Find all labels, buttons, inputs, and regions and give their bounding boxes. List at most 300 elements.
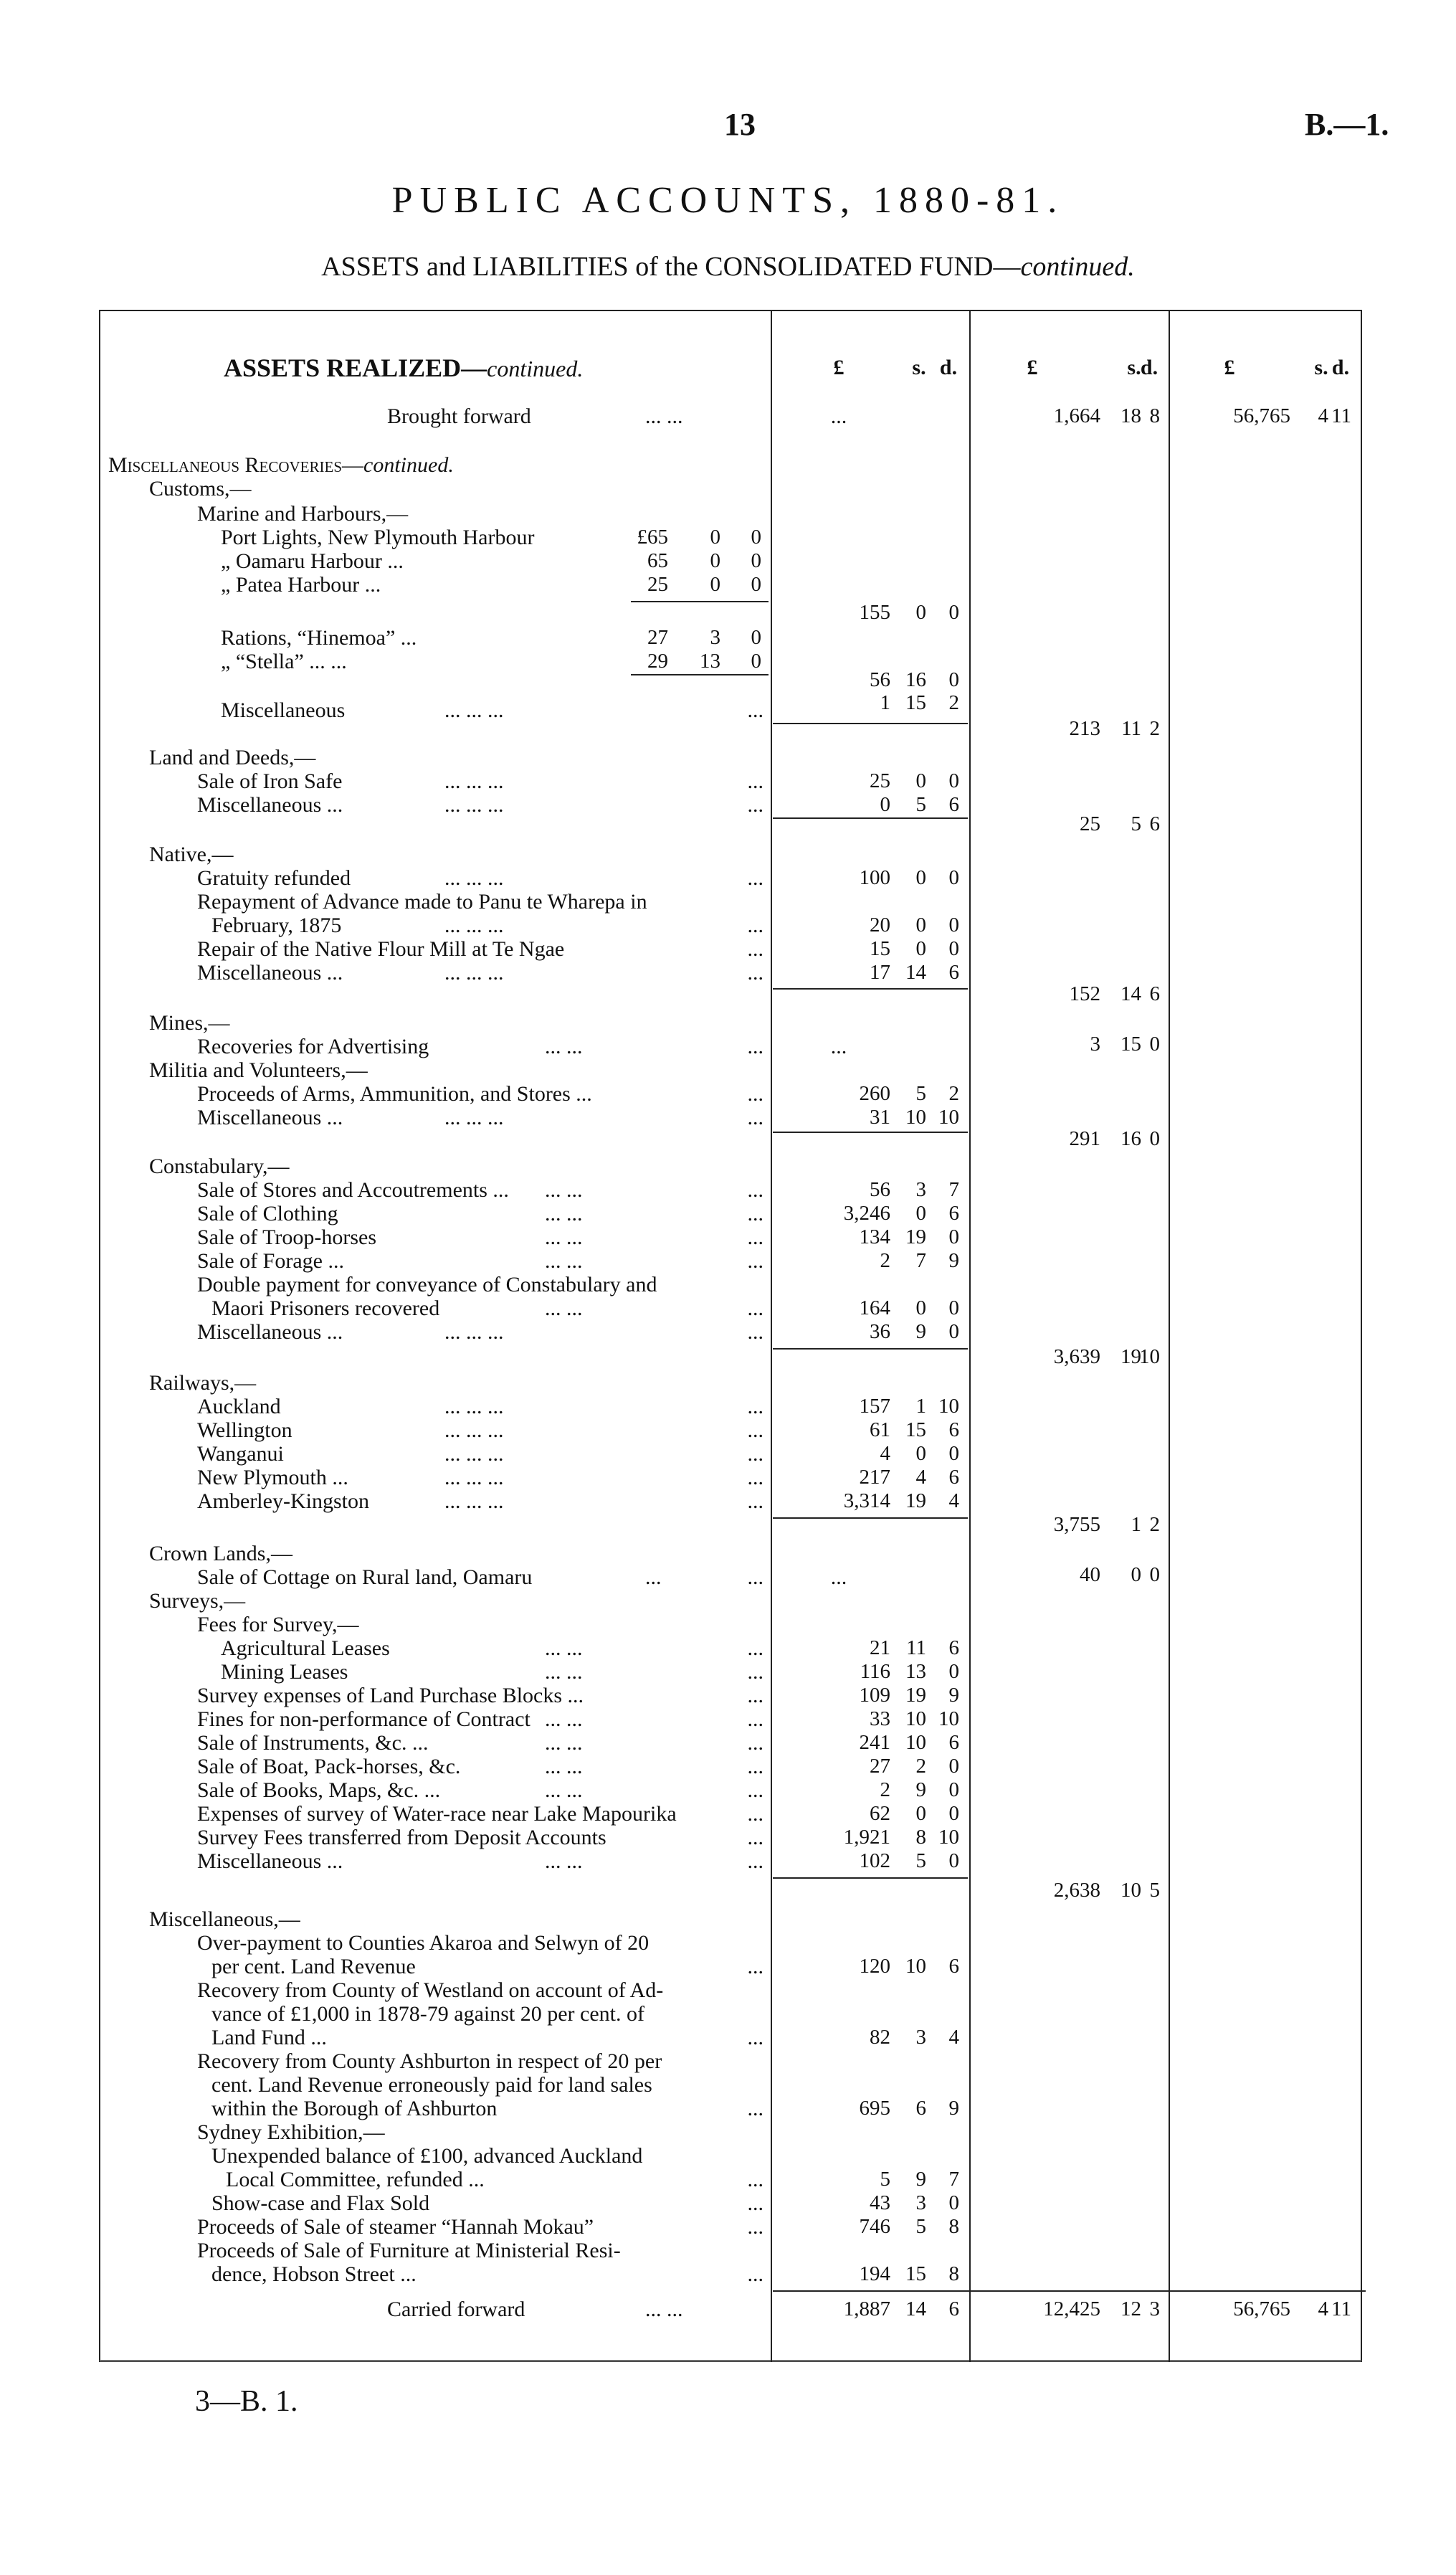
survey-item: Agricultural Leases <box>221 1636 390 1660</box>
railway-amt-pence: 6 <box>948 1466 959 1489</box>
native-amt-pounds: 17 <box>870 961 890 984</box>
militia-total-pounds: 291 <box>1069 1127 1100 1150</box>
total-rule <box>773 1132 968 1133</box>
native-amt-shillings: 0 <box>915 937 926 960</box>
misc-amt-pence: 7 <box>948 2168 959 2191</box>
misc-item-line: Proceeds of Sale of Furniture at Ministerial Resi- <box>197 2239 621 2262</box>
leader-dots: ... <box>747 1395 763 1418</box>
survey-item: Sale of Instruments, &c. ... <box>197 1731 429 1755</box>
survey-amt-pence: 0 <box>948 1778 959 1801</box>
misc-amt-pence: 9 <box>948 2097 959 2120</box>
rations-pounds: 27 <box>647 626 668 649</box>
survey-amt-pence: 0 <box>948 1849 959 1872</box>
total-rule <box>773 723 968 724</box>
leader-dots: ... ... ... <box>444 1320 504 1344</box>
sydney-label: Sydney Exhibition,— <box>197 2120 385 2144</box>
brought-forward-c2-pounds: 1,664 <box>1053 404 1100 427</box>
carried-forward-c1-shillings: 14 <box>905 2297 926 2320</box>
port-light-label: „ Oamaru Harbour ... <box>221 549 404 573</box>
leader-dots: ... <box>747 1202 763 1225</box>
carried-forward-c3-pounds: 56,765 <box>1233 2297 1290 2320</box>
misc-amt-pounds: 695 <box>859 2097 890 2120</box>
constabulary-amt-shillings: 0 <box>915 1296 926 1319</box>
crown-lands-item: Sale of Cottage on Rural land, Oamaru <box>197 1565 533 1589</box>
brought-forward-c2-shillings: 18 <box>1120 404 1141 427</box>
railway-amt-pounds: 157 <box>859 1395 890 1418</box>
misc-item-line: cent. Land Revenue erroneously paid for land sales <box>211 2073 652 2097</box>
brought-forward-c3-pence: 11 <box>1331 404 1351 427</box>
port-light-shillings: 0 <box>710 573 720 596</box>
leader-dots: ... <box>747 1106 763 1129</box>
misc-item-line: Over-payment to Counties Akaroa and Selwyn of 20 <box>197 1931 650 1955</box>
railway-amt-pounds: 4 <box>880 1442 890 1465</box>
survey-amt-pence: 6 <box>948 1636 959 1659</box>
survey-amt-pounds: 27 <box>870 1755 890 1778</box>
leader-dots: ... ... <box>545 1296 583 1320</box>
militia-total-pence: 0 <box>1149 1127 1160 1150</box>
leader-dots: ... ... <box>545 1225 583 1249</box>
railway-amt-pence: 10 <box>938 1395 959 1418</box>
rations-label: „ “Stella” ... ... <box>221 650 347 673</box>
survey-amt-pounds: 109 <box>859 1684 890 1707</box>
rations-shillings: 13 <box>700 650 720 673</box>
misc-item-line: Show-case and Flax Sold <box>211 2191 430 2215</box>
port-light-shillings: 0 <box>710 549 720 572</box>
leader-dots: ... ... ... <box>444 1466 504 1489</box>
column-divider <box>1169 310 1170 2362</box>
misc-amt-pounds: 82 <box>870 2026 890 2049</box>
survey-item: Mining Leases <box>221 1660 348 1684</box>
page-subtitle <box>0 251 1456 283</box>
customs-misc-pence: 2 <box>948 691 959 714</box>
constabulary-item: Miscellaneous ... <box>197 1320 343 1344</box>
leader-dots: ... ... <box>545 1035 583 1058</box>
port-light-pence: 0 <box>751 573 761 596</box>
port-light-pence: 0 <box>751 526 761 549</box>
land-deeds-amt-pounds: 25 <box>870 769 890 792</box>
railway-amt-pounds: 61 <box>870 1418 890 1441</box>
misc-amt-shillings: 3 <box>915 2191 926 2214</box>
survey-amt-pounds: 33 <box>870 1707 890 1730</box>
brought-forward-c3-pounds: 56,765 <box>1233 404 1290 427</box>
constabulary-total-pence: 10 <box>1139 1345 1160 1368</box>
constabulary-total-pounds: 3,639 <box>1053 1345 1100 1368</box>
leader-dots: ... ... ... <box>444 769 504 793</box>
leader-dots: ... ... ... <box>444 961 504 985</box>
railway-amt-pence: 0 <box>948 1442 959 1465</box>
railway-item: Auckland <box>197 1395 281 1418</box>
land-deeds-item: Sale of Iron Safe <box>197 769 343 793</box>
constabulary-amt-shillings: 19 <box>905 1225 926 1248</box>
rations-pence: 0 <box>751 626 761 649</box>
misc-item-line: Unexpended balance of £100, advanced Auckland <box>211 2144 643 2168</box>
survey-amt-shillings: 10 <box>905 1707 926 1730</box>
misc-amt-pounds: 43 <box>870 2191 890 2214</box>
misc-amt-pence: 8 <box>948 2262 959 2285</box>
militia-amt-pounds: 260 <box>859 1082 890 1105</box>
survey-amt-shillings: 13 <box>905 1660 926 1683</box>
carried-forward-c3-shillings: 4 <box>1318 2297 1328 2320</box>
land-deeds-amt-pence: 0 <box>948 769 959 792</box>
total-rule <box>773 2290 1366 2292</box>
leader-dots: ... <box>747 2097 763 2120</box>
port-total-pence: 0 <box>948 601 959 624</box>
leader-dots: ... <box>747 1178 763 1202</box>
leader-dots: ... <box>747 1826 763 1849</box>
constabulary-item: Double payment for conveyance of Constabulary and <box>197 1273 657 1296</box>
leader-dots: ... ... <box>545 1660 583 1684</box>
railway-item: New Plymouth ... <box>197 1466 348 1489</box>
leader-dots: ... <box>747 1489 763 1513</box>
subtotal-rule <box>631 601 769 602</box>
survey-amt-shillings: 9 <box>915 1778 926 1801</box>
subtotal-rule <box>631 674 769 675</box>
surveys-total-pence: 5 <box>1149 1879 1160 1902</box>
misc-item-line: Land Fund ... <box>211 2026 327 2049</box>
crown-lands-total-pounds: 40 <box>1080 1563 1100 1586</box>
leader-dots: ... <box>747 1418 763 1442</box>
survey-amt-shillings: 19 <box>905 1684 926 1707</box>
header-pound: £ <box>1027 356 1038 379</box>
survey-item: Survey Fees transferred from Deposit Accounts <box>197 1826 606 1849</box>
misc-amt-shillings: 15 <box>905 2262 926 2285</box>
survey-amt-shillings: 11 <box>906 1636 926 1659</box>
leader-dots: ... ... <box>545 1249 583 1273</box>
header-pound: £ <box>1224 356 1235 379</box>
survey-item: Fines for non-performance of Contract <box>197 1707 530 1731</box>
survey-item: Sale of Boat, Pack-horses, &c. <box>197 1755 461 1778</box>
carried-forward-c1-pounds: 1,887 <box>843 2297 890 2320</box>
constabulary-amt-pence: 0 <box>948 1296 959 1319</box>
header-shillings: s. <box>1314 356 1328 379</box>
leader-dots: ... <box>747 793 763 817</box>
mines-total-pounds: 3 <box>1090 1033 1100 1056</box>
survey-amt-pence: 9 <box>948 1684 959 1707</box>
misc-amt-pence: 6 <box>948 1955 959 1978</box>
survey-amt-pounds: 241 <box>859 1731 890 1754</box>
rations-pounds: 29 <box>647 650 668 673</box>
customs-total-pounds: 213 <box>1069 717 1100 740</box>
misc-item-line: dence, Hobson Street ... <box>211 2262 417 2286</box>
page-footer: 3—B. 1. <box>195 2385 298 2418</box>
native-item: Miscellaneous ... <box>197 961 343 985</box>
carried-forward-label: Carried forward <box>387 2297 525 2321</box>
customs-total-shillings: 11 <box>1121 717 1141 740</box>
leader-dots: ... ... <box>545 1731 583 1755</box>
constabulary-item: Sale of Troop-horses <box>197 1225 377 1249</box>
railway-amt-pounds: 3,314 <box>843 1489 890 1512</box>
leader-dots: ... <box>747 961 763 985</box>
mines-total-pence: 0 <box>1149 1033 1160 1056</box>
land-deeds-label: Land and Deeds,— <box>149 746 316 769</box>
misc-heading-continued: continued. <box>363 453 454 477</box>
leader-dots: ... <box>747 1684 763 1707</box>
constabulary-amt-pounds: 164 <box>859 1296 890 1319</box>
misc-amt-pence: 8 <box>948 2215 959 2238</box>
land-deeds-amt-shillings: 0 <box>915 769 926 792</box>
header-pound: £ <box>833 356 844 379</box>
railway-item: Wanganui <box>197 1442 284 1466</box>
constabulary-amt-pence: 0 <box>948 1320 959 1343</box>
mines-item: Recoveries for Advertising <box>197 1035 429 1058</box>
land-deeds-total-shillings: 5 <box>1131 812 1141 835</box>
railway-amt-shillings: 0 <box>915 1442 926 1465</box>
survey-item: Sale of Books, Maps, &c. ... <box>197 1778 441 1802</box>
constabulary-item: Sale of Forage ... <box>197 1249 344 1273</box>
misc-amt-shillings: 5 <box>915 2215 926 2238</box>
rations-pence: 0 <box>751 650 761 673</box>
survey-amt-pence: 0 <box>948 1755 959 1778</box>
leader-dots: ... <box>747 1731 763 1755</box>
rations-label: Rations, “Hinemoa” ... <box>221 626 417 650</box>
constabulary-amt-pounds: 36 <box>870 1320 890 1343</box>
leader-dots: ... ... ... <box>444 1489 504 1513</box>
leader-dots: ... <box>747 1035 763 1058</box>
port-total-pounds: 155 <box>859 601 890 624</box>
native-total-pounds: 152 <box>1069 982 1100 1005</box>
leader-dots: ... ... ... <box>444 1418 504 1442</box>
constabulary-amt-pounds: 3,246 <box>843 1202 890 1225</box>
railway-amt-pence: 6 <box>948 1418 959 1441</box>
railway-item: Wellington <box>197 1418 292 1442</box>
misc-amt-pounds: 5 <box>880 2168 890 2191</box>
misc-amt-shillings: 10 <box>905 1955 926 1978</box>
leader-dots: ... <box>747 1707 763 1731</box>
survey-amt-pence: 10 <box>938 1707 959 1730</box>
constabulary-total-shillings: 19 <box>1120 1345 1141 1368</box>
native-item-cont: February, 1875 <box>211 914 342 937</box>
customs-misc-label: Miscellaneous <box>221 698 346 722</box>
militia-amt-shillings: 5 <box>915 1082 926 1105</box>
mines-label: Mines,— <box>149 1011 230 1035</box>
survey-amt-pounds: 62 <box>870 1802 890 1825</box>
railway-amt-pounds: 217 <box>859 1466 890 1489</box>
mines-total-shillings: 15 <box>1120 1033 1141 1056</box>
constabulary-amt-shillings: 0 <box>915 1202 926 1225</box>
native-item: Gratuity refunded <box>197 866 351 890</box>
leader-dots: ... <box>747 2168 763 2191</box>
leader-dots: ... ... ... <box>444 1395 504 1418</box>
port-light-shillings: 0 <box>710 526 720 549</box>
native-amt-pounds: 15 <box>870 937 890 960</box>
survey-amt-shillings: 10 <box>905 1731 926 1754</box>
native-total-pence: 6 <box>1149 982 1160 1005</box>
leader-dots: ... <box>747 914 763 937</box>
total-rule <box>773 1348 968 1350</box>
misc-heading-text: Miscellaneous Recoveries— <box>108 453 364 477</box>
header-pence: d. <box>1140 356 1158 379</box>
marine-label: Marine and Harbours,— <box>197 502 409 526</box>
militia-amt-pence: 2 <box>948 1082 959 1105</box>
railway-amt-shillings: 4 <box>915 1466 926 1489</box>
leader-dots: ... ... <box>545 1755 583 1778</box>
document-reference: B.—1. <box>1305 107 1389 142</box>
misc-amt-shillings: 3 <box>915 2026 926 2049</box>
survey-amt-pence: 6 <box>948 1731 959 1754</box>
carried-forward-c2-shillings: 12 <box>1120 2297 1141 2320</box>
survey-amt-shillings: 8 <box>915 1826 926 1849</box>
misc-amt-pence: 4 <box>948 2026 959 2049</box>
survey-amt-pounds: 102 <box>859 1849 890 1872</box>
leader-dots: ... ... ... <box>444 1106 504 1129</box>
survey-item: Survey expenses of Land Purchase Blocks ... <box>197 1684 584 1707</box>
railway-amt-shillings: 15 <box>905 1418 926 1441</box>
leader-dots: ... <box>747 1249 763 1273</box>
leader-dots: ... <box>747 1755 763 1778</box>
crown-lands-c1: ... <box>830 1565 847 1589</box>
mines-c1: ... <box>830 1035 847 1058</box>
misc-item-line: Proceeds of Sale of steamer “Hannah Mokau” <box>197 2215 594 2239</box>
survey-amt-pounds: 21 <box>870 1636 890 1659</box>
port-light-pence: 0 <box>751 549 761 572</box>
crown-lands-total-pence: 0 <box>1149 1563 1160 1586</box>
leader-dots: ... <box>747 1849 763 1873</box>
native-total-shillings: 14 <box>1120 982 1141 1005</box>
rations-total-pounds: 56 <box>870 668 890 691</box>
brought-forward-c3-shillings: 4 <box>1318 404 1328 427</box>
militia-item: Proceeds of Arms, Ammunition, and Stores ... <box>197 1082 592 1106</box>
native-amt-pounds: 100 <box>859 866 890 889</box>
land-deeds-total-pounds: 25 <box>1080 812 1100 835</box>
leader-dots: ... ... <box>645 2297 683 2321</box>
leader-dots: ... ... <box>545 1849 583 1873</box>
port-total-shillings: 0 <box>915 601 926 624</box>
native-amt-pence: 0 <box>948 914 959 936</box>
crown-lands-total-shillings: 0 <box>1131 1563 1141 1586</box>
subtitle-continued: continued. <box>1020 252 1135 282</box>
leader-dots: ... ... <box>545 1778 583 1802</box>
militia-amt-pence: 10 <box>938 1106 959 1129</box>
survey-amt-pounds: 116 <box>860 1660 890 1683</box>
survey-amt-pence: 0 <box>948 1660 959 1683</box>
total-rule <box>773 1877 968 1879</box>
rations-shillings: 3 <box>710 626 720 649</box>
leader-dots: ... <box>747 1778 763 1802</box>
native-amt-pence: 0 <box>948 937 959 960</box>
port-light-pounds: 25 <box>647 573 668 596</box>
native-amt-pounds: 20 <box>870 914 890 936</box>
misc-amt-shillings: 9 <box>915 2168 926 2191</box>
leader-dots: ... <box>747 1466 763 1489</box>
leader-dots: ... ... ... <box>444 793 504 817</box>
native-amt-shillings: 0 <box>915 866 926 889</box>
railways-total-pence: 2 <box>1149 1513 1160 1536</box>
port-light-pounds: £65 <box>637 526 668 549</box>
leader-dots: ... <box>747 1082 763 1106</box>
leader-dots: ... <box>747 2191 763 2215</box>
constabulary-amt-pence: 6 <box>948 1202 959 1225</box>
fees-label: Fees for Survey,— <box>197 1613 359 1636</box>
total-rule <box>773 817 968 819</box>
section-heading-text: ASSETS REALIZED— <box>224 354 487 382</box>
native-amt-shillings: 0 <box>915 914 926 936</box>
carried-forward-c3-pence: 11 <box>1331 2297 1351 2320</box>
crown-lands-label: Crown Lands,— <box>149 1542 292 1565</box>
railways-total-shillings: 1 <box>1131 1513 1141 1536</box>
survey-amt-shillings: 0 <box>915 1802 926 1825</box>
surveys-total-pounds: 2,638 <box>1053 1879 1100 1902</box>
column-divider <box>969 310 971 2362</box>
leader-dots: ... <box>747 1955 763 1978</box>
leader-dots: ... ... <box>545 1202 583 1225</box>
leader-dots: ... <box>747 769 763 793</box>
leader-dots: ... ... ... <box>444 1442 504 1466</box>
misc-item-line: within the Borough of Ashburton <box>211 2097 498 2120</box>
leader-dots: ... ... <box>545 1707 583 1731</box>
misc-amt-pounds: 746 <box>859 2215 890 2238</box>
survey-item: Expenses of survey of Water-race near Lake Mapourika <box>197 1802 677 1826</box>
constabulary-amt-pence: 7 <box>948 1178 959 1201</box>
customs-total-pence: 2 <box>1149 717 1160 740</box>
misc-item-line: vance of £1,000 in 1878-79 against 20 per cent. of <box>211 2002 644 2026</box>
survey-amt-shillings: 2 <box>915 1755 926 1778</box>
surveys-label: Surveys,— <box>149 1589 246 1613</box>
survey-amt-shillings: 5 <box>915 1849 926 1872</box>
railway-amt-shillings: 1 <box>915 1395 926 1418</box>
railway-item: Amberley-Kingston <box>197 1489 369 1513</box>
survey-item: Miscellaneous ... <box>197 1849 343 1873</box>
land-deeds-amt-pence: 6 <box>948 793 959 816</box>
section-heading-continued: continued. <box>487 356 584 381</box>
page-title: PUBLIC ACCOUNTS, 1880-81. <box>391 180 1065 221</box>
constabulary-item: Sale of Stores and Accoutrements ... <box>197 1178 509 1202</box>
misc-item-line: Local Committee, refunded ... <box>226 2168 485 2191</box>
constabulary-amt-shillings: 7 <box>915 1249 926 1272</box>
brought-forward-label: Brought forward <box>387 404 531 428</box>
leader-dots: ... ... ... <box>444 866 504 890</box>
constabulary-amt-pence: 0 <box>948 1225 959 1248</box>
survey-amt-pence: 10 <box>938 1826 959 1849</box>
leader-dots: ... <box>747 2215 763 2239</box>
brought-forward-c1: ... <box>830 404 847 428</box>
leader-dots: ... <box>747 937 763 961</box>
militia-item: Miscellaneous ... <box>197 1106 343 1129</box>
carried-forward-c1-pence: 6 <box>948 2297 959 2320</box>
railways-total-pounds: 3,755 <box>1053 1513 1100 1536</box>
rations-total-pence: 0 <box>948 668 959 691</box>
port-light-label: Port Lights, New Plymouth Harbour <box>221 526 535 549</box>
constabulary-item: Sale of Clothing <box>197 1202 338 1225</box>
section-heading <box>224 353 583 383</box>
total-rule <box>773 988 968 990</box>
customs-label: Customs,— <box>149 477 252 501</box>
leader-dots: ... ... <box>545 1636 583 1660</box>
leader-dots: ... <box>747 866 763 890</box>
land-deeds-amt-pounds: 0 <box>880 793 890 816</box>
header-shillings: s. <box>1127 356 1141 379</box>
constabulary-amt-pounds: 56 <box>870 1178 890 1201</box>
port-light-pounds: 65 <box>647 549 668 572</box>
carried-forward-c2-pence: 3 <box>1149 2297 1160 2320</box>
leader-dots: ... <box>747 1565 763 1589</box>
leader-dots: ... <box>747 1636 763 1660</box>
misc-amt-shillings: 6 <box>915 2097 926 2120</box>
leader-dots: ... ... ... <box>444 698 504 722</box>
header-shillings: s. <box>912 356 926 379</box>
militia-amt-pounds: 31 <box>870 1106 890 1129</box>
leader-dots: ... <box>747 1660 763 1684</box>
rations-total-shillings: 16 <box>905 668 926 691</box>
leader-dots: ... <box>747 1225 763 1249</box>
constabulary-amt-pounds: 2 <box>880 1249 890 1272</box>
misc-amt-pounds: 120 <box>859 1955 890 1978</box>
native-amt-shillings: 14 <box>905 961 926 984</box>
constabulary-item-cont: Maori Prisoners recovered <box>211 1296 440 1320</box>
survey-amt-pounds: 2 <box>880 1778 890 1801</box>
leader-dots: ... ... <box>645 404 683 428</box>
leader-dots: ... ... ... <box>444 914 504 937</box>
land-deeds-amt-shillings: 5 <box>915 793 926 816</box>
